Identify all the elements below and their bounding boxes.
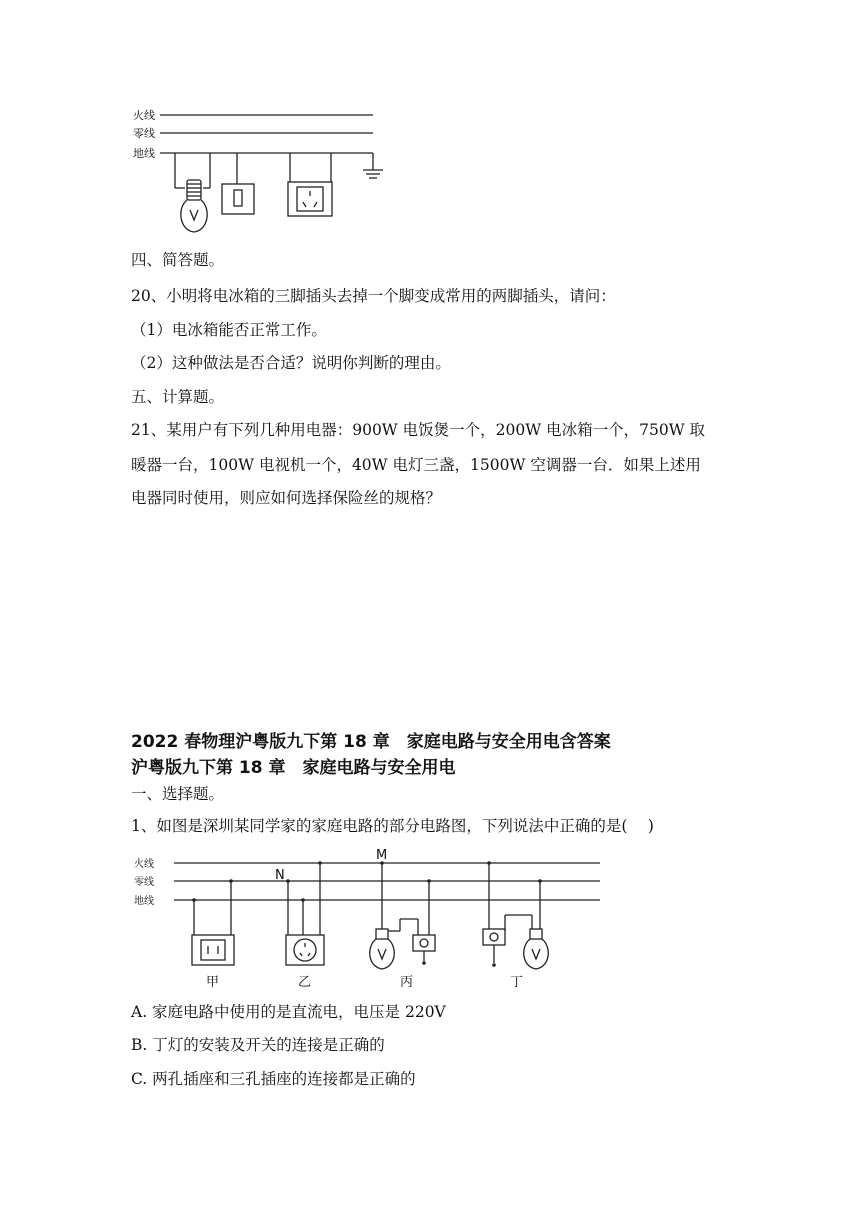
q1-option-b: B. 丁灯的安装及开关的连接是正确的 bbox=[131, 1036, 385, 1054]
q1-label-live: 火线 bbox=[134, 859, 154, 870]
q21-line2: 暖器一台，100W 电视机一个，40W 电灯三盏，1500W 空调器一台．如果上述用 bbox=[131, 456, 701, 474]
doc-subtitle: 沪粤版九下第 18 章 家庭电路与安全用电 bbox=[131, 758, 456, 778]
q20-part2: （2）这种做法是否合适？说明你判断的理由。 bbox=[131, 354, 451, 372]
q21-line3: 电器同时使用，则应如何选择保险丝的规格？ bbox=[131, 489, 442, 507]
section4-heading: 四、简答题。 bbox=[131, 251, 225, 269]
point-n: N bbox=[275, 868, 285, 883]
q1-option-c: C. 两孔插座和三孔插座的连接都是正确的 bbox=[131, 1070, 416, 1088]
q1-circuit-figure bbox=[128, 843, 608, 993]
caption-b: 乙 bbox=[298, 975, 312, 990]
q1-label-neutral: 零线 bbox=[134, 877, 154, 888]
q20-stem: 20、小明将电冰箱的三脚插头去掉一个脚变成常用的两脚插头，请问： bbox=[131, 287, 616, 305]
label-ground: 地线 bbox=[133, 147, 155, 160]
q1-label-ground: 地线 bbox=[134, 896, 154, 907]
label-live: 火线 bbox=[133, 109, 155, 122]
top-circuit-figure bbox=[125, 98, 395, 243]
caption-d: 丁 bbox=[510, 975, 524, 990]
section5-heading: 五、计算题。 bbox=[131, 388, 225, 406]
doc-title: 2022 春物理沪粤版九下第 18 章 家庭电路与安全用电含答案 bbox=[131, 732, 611, 752]
section1-heading: 一、选择题。 bbox=[131, 785, 225, 803]
q20-part1: （1）电冰箱能否正常工作。 bbox=[131, 321, 327, 339]
point-m: M bbox=[376, 848, 388, 863]
caption-c: 丙 bbox=[400, 975, 414, 990]
q21-line1: 21、某用户有下列几种用电器：900W 电饭煲一个，200W 电冰箱一个，750W 取 bbox=[131, 421, 706, 439]
label-neutral: 零线 bbox=[133, 127, 155, 140]
q1-stem: 1、如图是深圳某同学家的家庭电路的部分电路图，下列说法中正确的是( ) bbox=[131, 817, 654, 835]
q1-option-a: A. 家庭电路中使用的是直流电，电压是 220V bbox=[131, 1003, 446, 1021]
caption-a: 甲 bbox=[206, 975, 220, 990]
